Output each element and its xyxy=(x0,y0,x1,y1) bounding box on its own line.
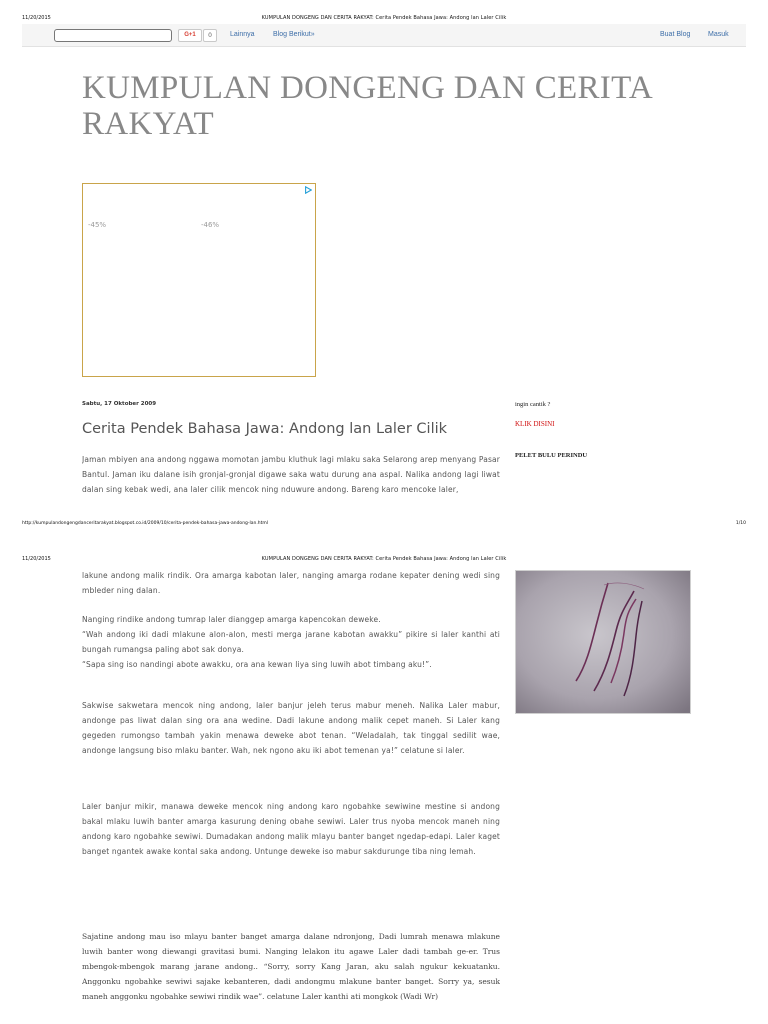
advertisement[interactable] xyxy=(82,183,316,377)
print-date: 11/20/2015 xyxy=(22,15,51,21)
sidebar-label-ingin-cantik: ingin cantik ? xyxy=(515,401,551,408)
blogger-navbar xyxy=(22,24,746,47)
google-plus-button[interactable]: G+1 xyxy=(178,29,202,42)
more-link[interactable]: Lainnya xyxy=(230,31,255,38)
post-intro: Jaman mbiyen ana andong nggawa momotan jambu kluthuk lagi mlaku saka Selarong arep menyang Pasar Bantul. Jaman iku dalane isih gronjal-gronjal digawe saka watu durung ana aspal. Nalika andong lagi liwat dalan sing kebak wedi, ana laler cilik mencok ning nduwure andong. Bareng karo mencoke laler, xyxy=(82,455,500,494)
sidebar-link-klik-disini[interactable]: KLIK DISINI xyxy=(515,420,555,428)
post-paragraph: Laler banjur mikir, manawa deweke mencok ning andong karo ngobahke sewiwine mestine si andong bakal mlaku luwih banter amarga kasurung dening obahe sewiwi. Laler trus nyoba mencok maneh ning andong karo ngobahke sewiwi. Dumadakan andong malik mlayu banter banget ngedap-edapi. Laler kaget banget ngantek awake kontal saka andong. Untunge deweke iso mabur sakdurunge tiba ning lemah. xyxy=(82,802,500,856)
print-title-2: KUMPULAN DONGENG DAN CERITA RAKYAT: Cerita Pendek Bahasa Jawa: Andong lan Laler Cilik xyxy=(261,556,507,562)
post-paragraph: Nanging rindike andong tumrap laler dianggep amarga kapencokan deweke. “Wah andong iki dadi mlakune alon-alon, mesti merga jarane kabotan awakku” pikire si laler kanthi ati bungah rumangsa paling abot sak donya. “Sapa sing iso nandingi abote awakku, ora ana kewan liya sing luwih abot timbang aku!”. xyxy=(82,615,500,669)
post-paragraph: Sajatine andong mau iso mlayu banter banget amarga dalane ndronjong, Dadi lumrah menawa mlakune luwih banter wong diewangi gravitasi bumi. Nanging lelakon itu agawe Laler dadi tambah ge-er. Trus mbengok-mbengok marang jarane andong.. “Sorry, sorry Kang Jaran, aku salah ngukur kekuatanku. Anggonku ngobahke sewiwi sajake kebanteren, dadi andongmu mlakune banter banget. Sorry ya, sesuk maneh anggonku ngobahke sewiwi rindik wae”. celatune Laler kanthi ati mongkok (Wadi Wr) xyxy=(82,932,500,1001)
print-date-2: 11/20/2015 xyxy=(22,556,51,562)
ad-discount-2: -46% xyxy=(201,221,220,229)
post-title[interactable]: Cerita Pendek Bahasa Jawa: Andong lan Laler Cilik xyxy=(82,421,448,437)
next-blog-link[interactable]: Blog Berikut» xyxy=(273,31,315,38)
create-blog-link[interactable]: Buat Blog xyxy=(660,31,691,38)
print-page-number: 1/10 xyxy=(735,521,746,526)
ad-discount-1: -45% xyxy=(88,221,107,229)
post-paragraph: Sakwise sakwetara mencok ning andong, laler banjur jeleh terus mabur meneh. Nalika Laler mabur, andonge pas liwat dalan sing ora ana wedine. Dadi lakune andong malik cepet maneh. Si Laler kang gegeden rumongso tambah yakin menawa deweke abot tenan. “Weladalah, tak tinggal sedilit wae, andonge langsung biso mlaku banter. Wah, nek ngono aku iki abot temenan ya!” celatune si laler. xyxy=(82,701,500,755)
post-date: Sabtu, 17 Oktober 2009 xyxy=(82,401,157,407)
post-paragraph: lakune andong malik rindik. Ora amarga kabotan laler, nanging amarga rodane kepater dening wedi sing mbleder ning dalan. xyxy=(82,571,500,595)
sidebar-label-pelet: PELET BULU PERINDU xyxy=(515,452,588,459)
print-title: KUMPULAN DONGENG DAN CERITA RAKYAT: Cerita Pendek Bahasa Jawa: Andong lan Laler Cilik xyxy=(261,15,507,21)
google-plus-count: 0 xyxy=(203,29,217,42)
sidebar-product-photo[interactable] xyxy=(515,570,691,714)
blog-title[interactable]: KUMPULAN DONGENG DAN CERITA RAKYAT xyxy=(82,70,652,142)
sign-in-link[interactable]: Masuk xyxy=(708,31,729,38)
search-input[interactable] xyxy=(54,29,172,42)
adchoices-icon[interactable] xyxy=(304,186,312,194)
print-url: http://kumpulandongengdanceritarakyat.blogspot.co.id/2009/10/cerita-pendek-bahasa-jawa-andong-lan.html xyxy=(22,521,269,526)
